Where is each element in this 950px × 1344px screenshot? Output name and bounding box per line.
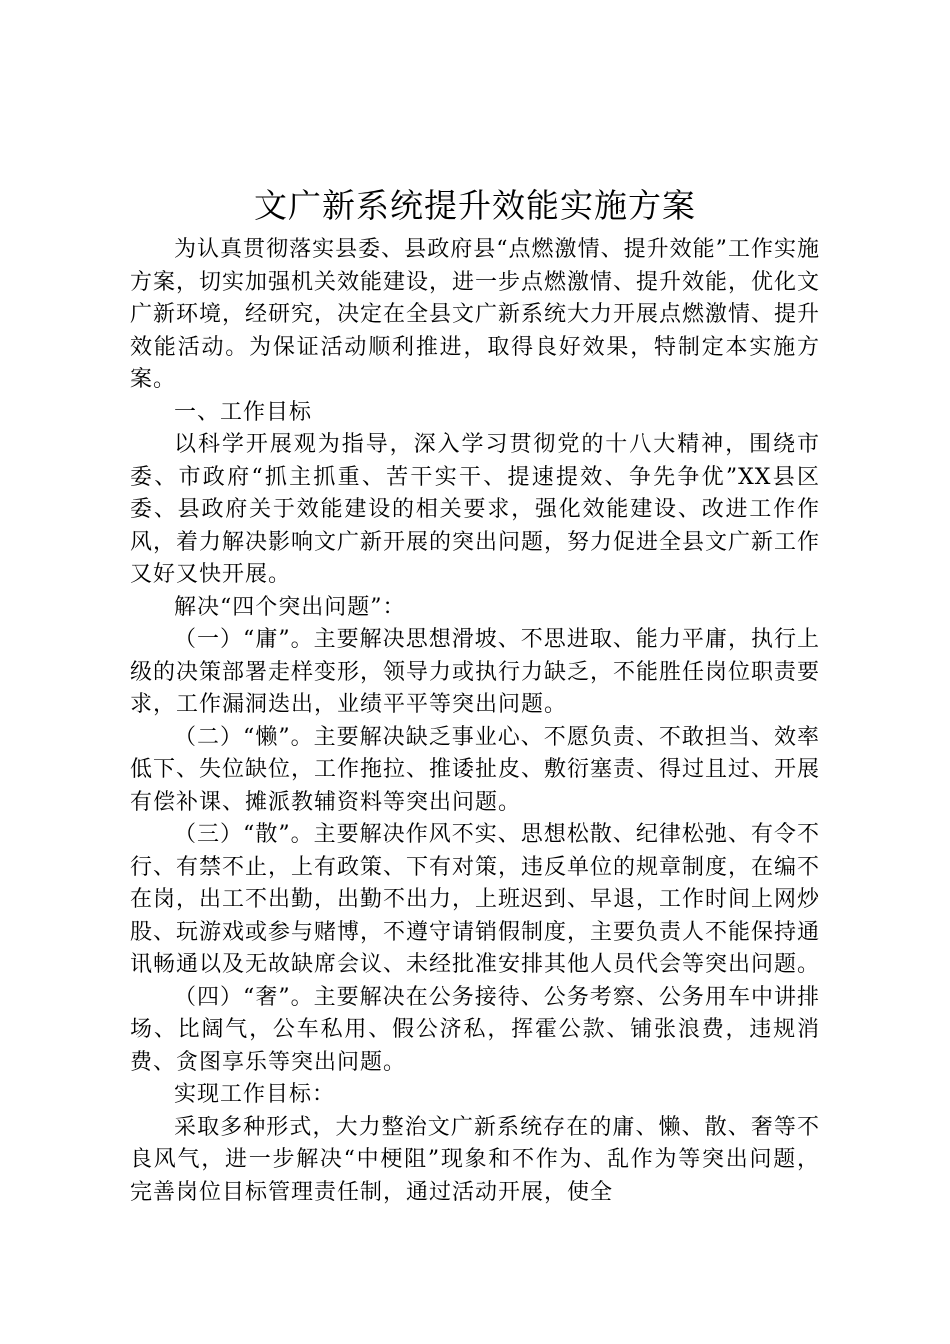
- problem-item-3: （三）“散”。主要解决作风不实、思想松散、纪律松弛、有令不行、有禁不止，上有政策、下有对策，违反单位的规章制度，在编不在岗，出工不出勤，出勤不出力，上班迟到、早退，工作时间上网炒股、玩游戏或参与赌博，不遵守请销假制度，主要负责人不能保持通讯畅通以及无故缺席会议、未经批准安排其他人员代会等突出问题。: [130, 822, 821, 977]
- measures-paragraph: 采取多种形式，大力整治文广新系统存在的庸、懒、散、奢等不良风气，进一步解决“中梗阻”现象和不作为、乱作为等突出问题，完善岗位目标管理责任制，通过活动开展，使全: [130, 1114, 820, 1205]
- subheading-four-problems: 解决“四个突出问题”：: [174, 594, 406, 620]
- document-body: [130, 234, 820, 1209]
- problem-item-4: （四）“奢”。主要解决在公务接待、公务考察、公务用车中讲排场、比阔气，公车私用、假公济私，挥霍公款、铺张浪费，违规消费、贪图享乐等突出问题。: [130, 984, 820, 1075]
- document-title: 文广新系统提升效能实施方案: [254, 186, 696, 225]
- problem-item-2: （二）“懒”。主要解决缺乏事业心、不愿负责、不敢担当、效率低下、失位缺位，工作拖拉、推诿扯皮、敷衍塞责、得过且过、开展有偿补课、摊派教辅资料等突出问题。: [130, 724, 821, 815]
- intro-paragraph: 为认真贯彻落实县委、县政府县“点燃激情、提升效能”工作实施方案，切实加强机关效能建设，进一步点燃激情、提升效能，优化文广新环境，经研究，决定在全县文广新系统大力开展点燃激情、提升效能活动。为保证活动顺利推进，取得良好效果，特制定本实施方案。: [130, 237, 821, 392]
- problem-item-1: （一）“庸”。主要解决思想滑坡、不思进取、能力平庸，执行上级的决策部署走样变形，领导力或执行力缺乏，不能胜任岗位职责要求，工作漏洞迭出，业绩平平等突出问题。: [130, 627, 821, 717]
- guiding-principle-paragraph: 以科学开展观为指导，深入学习贯彻党的十八大精神，围绕市委、市政府“抓主抓重、苦干实干、提速提效、争先争优”XX县区委、县政府关于效能建设的相关要求，强化效能建设、改进工作作风，着力解决影响文广新开展的突出问题，努力促进全县文广新工作又好又快开展。: [130, 432, 821, 587]
- section-heading-work-goals: 一、工作目标: [174, 399, 313, 425]
- subheading-achieve-goals: 实现工作目标：: [174, 1082, 336, 1107]
